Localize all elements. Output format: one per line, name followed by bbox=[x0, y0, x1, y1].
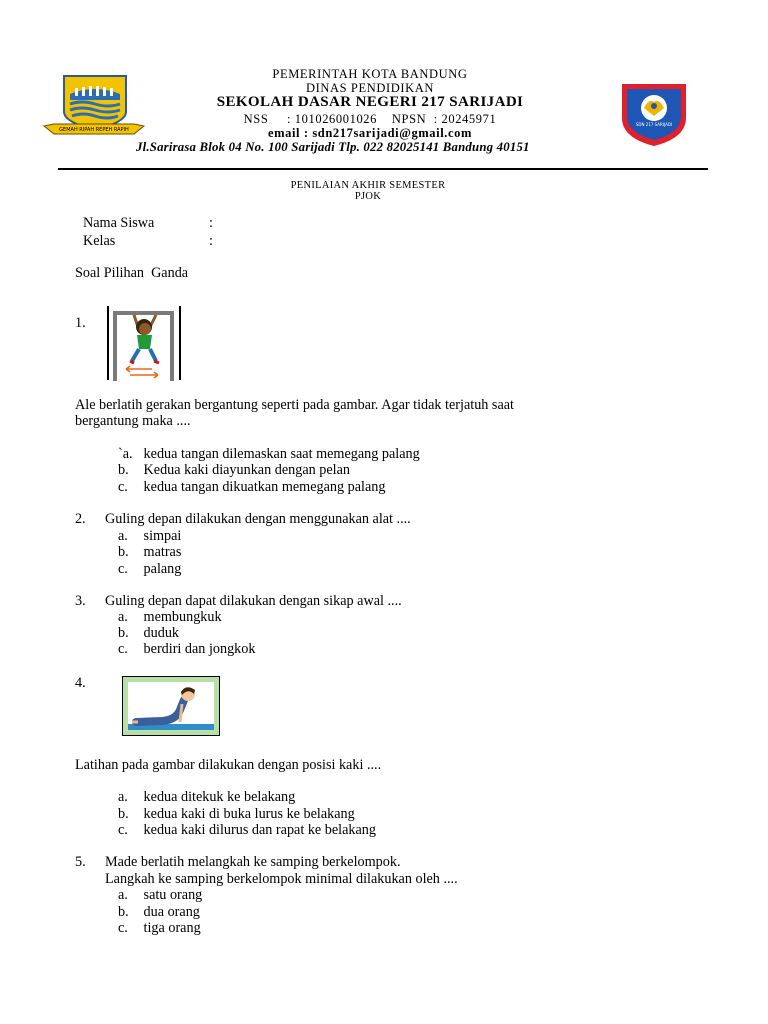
q1-option-b[interactable] bbox=[118, 462, 350, 479]
exam-title: PENILAIAN AKHIR SEMESTER bbox=[290, 180, 446, 191]
q4-option-a[interactable] bbox=[118, 789, 295, 806]
q3-option-b-letter: b. bbox=[118, 625, 129, 641]
school-nss-npsn: NSS : 101026001026 NPSN : 20245971 bbox=[243, 112, 497, 126]
q2-option-a-letter: a. bbox=[118, 528, 128, 544]
q3-option-a-letter: a. bbox=[118, 609, 128, 625]
school-address: Jl.Sarirasa Blok 04 No. 100 Sarijadi Tlp. 022 82025141 Bandung 40151 bbox=[136, 140, 530, 154]
student-name-colon: : bbox=[209, 215, 213, 231]
q5-option-c-text: tiga orang bbox=[143, 920, 201, 936]
q4-option-c[interactable] bbox=[118, 822, 376, 839]
q1-option-a-text: kedua tangan dilemaskan saat memegang palang bbox=[143, 446, 420, 462]
q5-option-c-letter: c. bbox=[118, 920, 128, 936]
q1-text-line-2: bergantung maka .... bbox=[75, 413, 191, 429]
q1-option-b-letter: b. bbox=[118, 462, 129, 478]
q1-option-c-text: kedua tangan dikuatkan memegang palang bbox=[143, 479, 386, 495]
q1-option-c-letter: c. bbox=[118, 479, 128, 495]
q4-stretch-illustration bbox=[122, 676, 220, 736]
q4-option-a-text: kedua ditekuk ke belakang bbox=[143, 789, 296, 805]
q4-number: 4. bbox=[75, 675, 86, 691]
q5-option-a[interactable] bbox=[118, 887, 202, 904]
header-line-1: PEMERINTAH KOTA BANDUNG bbox=[272, 67, 468, 81]
q4-option-b-text: kedua kaki di buka lurus ke belakang bbox=[143, 806, 355, 822]
q5-option-b-text: dua orang bbox=[143, 904, 200, 920]
q4-option-c-text: kedua kaki dilurus dan rapat ke belakang bbox=[143, 822, 376, 838]
q3-option-b-text: duduk bbox=[143, 625, 180, 641]
q1-text-line-1: Ale berlatih gerakan bergantung seperti pada gambar. Agar tidak terjatuh saat bbox=[75, 397, 514, 413]
q2-number: 2. bbox=[75, 511, 86, 527]
school-email bbox=[150, 126, 590, 140]
q1-option-b-text: Kedua kaki diayunkan dengan pelan bbox=[143, 462, 350, 478]
q4-option-a-letter: a. bbox=[118, 789, 128, 805]
email-address: sdn217sarijadi@gmail.com bbox=[312, 126, 473, 140]
student-name-label: Nama Siswa bbox=[83, 215, 155, 231]
q4-text: Latihan pada gambar dilakukan dengan posisi kaki .... bbox=[75, 757, 382, 773]
q2-option-a[interactable] bbox=[118, 528, 181, 545]
q4-option-c-letter: c. bbox=[118, 822, 128, 838]
q2-option-c-letter: c. bbox=[118, 561, 128, 577]
exam-subject: PJOK bbox=[354, 191, 382, 202]
q2-option-b-letter: b. bbox=[118, 544, 129, 560]
school-name: SEKOLAH DASAR NEGERI 217 SARIJADI bbox=[216, 94, 524, 110]
q2-option-b[interactable] bbox=[118, 544, 181, 561]
q5-option-c[interactable] bbox=[118, 920, 201, 937]
q2-option-c[interactable] bbox=[118, 561, 181, 578]
q5-option-b-letter: b. bbox=[118, 904, 129, 920]
q3-option-c[interactable] bbox=[118, 641, 255, 658]
q3-text: Guling depan dapat dilakukan dengan sikap awal .... bbox=[105, 593, 402, 609]
q3-option-a[interactable] bbox=[118, 609, 222, 626]
q5-option-a-text: satu orang bbox=[143, 887, 203, 903]
q3-option-a-text: membungkuk bbox=[143, 609, 222, 625]
header-line-2: DINAS PENDIDIKAN bbox=[306, 81, 434, 95]
q5-option-a-letter: a. bbox=[118, 887, 128, 903]
q5-text-line-1: Made berlatih melangkah ke samping berkelompok. bbox=[105, 854, 401, 870]
q3-number: 3. bbox=[75, 593, 86, 609]
q2-text: Guling depan dilakukan dengan menggunakan alat .... bbox=[105, 511, 411, 527]
class-colon: : bbox=[209, 233, 213, 249]
q1-option-a[interactable] bbox=[118, 446, 420, 463]
q5-option-b[interactable] bbox=[118, 904, 200, 921]
q4-option-b[interactable] bbox=[118, 806, 355, 823]
q5-text-line-2: Langkah ke samping berkelompok minimal dilakukan oleh .... bbox=[105, 871, 458, 887]
q1-option-a-letter: `a. bbox=[118, 446, 133, 462]
q3-option-b[interactable] bbox=[118, 625, 179, 642]
class-label: Kelas bbox=[83, 233, 116, 249]
q1-hanging-illustration bbox=[104, 305, 184, 381]
header-divider bbox=[58, 168, 708, 170]
q2-option-c-text: palang bbox=[143, 561, 182, 577]
q3-option-c-text: berdiri dan jongkok bbox=[143, 641, 256, 657]
school-logo bbox=[614, 78, 694, 150]
q2-option-a-text: simpai bbox=[143, 528, 182, 544]
q4-option-b-letter: b. bbox=[118, 806, 129, 822]
school-logo-text: SDN 217 SARIJADI bbox=[635, 122, 673, 127]
q1-option-c[interactable] bbox=[118, 479, 385, 496]
email-label: email : bbox=[267, 126, 309, 140]
section-title: Soal Pilihan Ganda bbox=[75, 265, 189, 281]
city-logo-motto: GEMAH RIPAH REPEH RAPIH bbox=[59, 127, 129, 133]
q1-number: 1. bbox=[75, 315, 86, 331]
city-logo bbox=[42, 74, 146, 140]
q5-number: 5. bbox=[75, 854, 86, 870]
q3-option-c-letter: c. bbox=[118, 641, 128, 657]
q2-option-b-text: matras bbox=[143, 544, 182, 560]
